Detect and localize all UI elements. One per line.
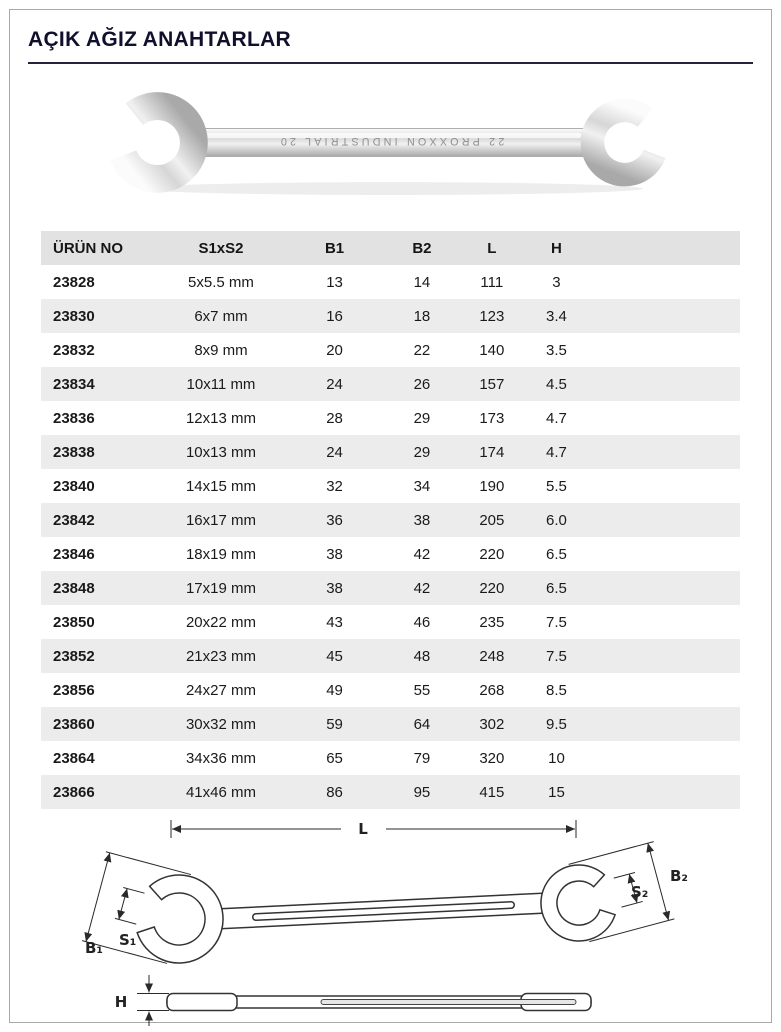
wrench-outline-left-jaw bbox=[137, 875, 223, 963]
table-cell: 12x13 mm bbox=[185, 409, 256, 427]
table-cell: 16x17 mm bbox=[185, 511, 256, 529]
table-cell: 16 bbox=[326, 307, 343, 325]
table-cell: 29 bbox=[413, 443, 431, 461]
table-row bbox=[41, 367, 740, 401]
table-cell: 20x22 mm bbox=[185, 613, 256, 631]
dim-length-L bbox=[171, 820, 576, 838]
table-row bbox=[41, 571, 740, 605]
table-cell: 28 bbox=[326, 409, 343, 427]
wrench-right-open-jaw bbox=[583, 101, 666, 184]
table-cell: 4.7 bbox=[546, 409, 567, 427]
table-row bbox=[41, 537, 740, 571]
table-cell: 3.5 bbox=[546, 341, 567, 359]
label-B1: B₁ bbox=[84, 939, 103, 957]
table-cell: 17x19 mm bbox=[185, 579, 256, 597]
table-cell bbox=[590, 707, 740, 741]
table-cell: 3 bbox=[552, 273, 561, 291]
table-cell: 22 bbox=[413, 341, 431, 359]
table-cell: 4.7 bbox=[546, 443, 567, 461]
table-cell bbox=[590, 333, 740, 367]
table-cell: 10x11 mm bbox=[186, 375, 256, 393]
table-cell bbox=[590, 673, 740, 707]
page-title: AÇIK AĞIZ ANAHTARLAR bbox=[28, 28, 292, 51]
table-cell bbox=[590, 537, 740, 571]
cell-product-no: 23834 bbox=[53, 375, 95, 393]
header-l: L bbox=[487, 239, 497, 257]
table-cell: 174 bbox=[479, 443, 505, 461]
side-view-left-head bbox=[167, 994, 237, 1011]
table-cell: 65 bbox=[326, 749, 343, 767]
cell-product-no: 23846 bbox=[53, 545, 95, 563]
cell-product-no: 23842 bbox=[53, 511, 95, 529]
cell-product-no: 23832 bbox=[53, 341, 95, 359]
table-cell: 15 bbox=[548, 783, 565, 801]
table-cell: 320 bbox=[479, 749, 505, 767]
table-header-row bbox=[41, 231, 740, 265]
table-cell: 6.5 bbox=[546, 579, 567, 597]
table-row bbox=[41, 775, 740, 809]
table-cell: 42 bbox=[413, 579, 431, 597]
table-cell: 10 bbox=[548, 749, 565, 767]
table-cell: 59 bbox=[326, 715, 343, 733]
table-cell bbox=[590, 639, 740, 673]
table-cell: 111 bbox=[480, 273, 504, 291]
table-cell bbox=[590, 469, 740, 503]
table-cell: 24 bbox=[326, 375, 343, 393]
table-cell: 18 bbox=[413, 307, 431, 325]
table-cell: 30x32 mm bbox=[185, 715, 256, 733]
table-cell: 415 bbox=[479, 783, 505, 801]
label-S1: S₁ bbox=[118, 931, 136, 949]
table-cell: 64 bbox=[413, 715, 431, 733]
cell-product-no: 23836 bbox=[53, 409, 95, 427]
cell-product-no: 23860 bbox=[53, 715, 95, 733]
wrench-left-open-jaw bbox=[106, 91, 208, 193]
table-cell: 18x19 mm bbox=[185, 545, 256, 563]
side-view-slot bbox=[321, 1000, 576, 1005]
header-s1xs2: S1xS2 bbox=[198, 239, 244, 257]
table-cell: 24x27 mm bbox=[185, 681, 256, 699]
table-cell: 49 bbox=[326, 681, 343, 699]
side-view bbox=[114, 975, 590, 1026]
table-row bbox=[41, 707, 740, 741]
table-cell: 268 bbox=[479, 681, 505, 699]
table-cell: 45 bbox=[326, 647, 343, 665]
table-cell: 13 bbox=[326, 273, 343, 291]
table-row bbox=[41, 435, 740, 469]
table-cell: 48 bbox=[413, 647, 431, 665]
cell-product-no: 23830 bbox=[53, 307, 95, 325]
cell-product-no: 23864 bbox=[53, 749, 95, 767]
table-cell: 6.5 bbox=[546, 545, 567, 563]
table-row bbox=[41, 741, 740, 775]
table-cell: 55 bbox=[413, 681, 431, 699]
table-cell: 8x9 mm bbox=[194, 341, 248, 359]
table-row bbox=[41, 265, 740, 299]
label-B2: B₂ bbox=[669, 867, 688, 885]
table-cell: 21x23 mm bbox=[185, 647, 256, 665]
table-cell: 79 bbox=[413, 749, 431, 767]
table-cell: 6x7 mm bbox=[194, 307, 248, 325]
cell-product-no: 23856 bbox=[53, 681, 95, 699]
table-cell: 86 bbox=[326, 783, 343, 801]
table-cell: 173 bbox=[479, 409, 505, 427]
dimension-diagram bbox=[71, 815, 711, 1027]
table-cell: 42 bbox=[413, 545, 431, 563]
dimension-diagram-area bbox=[28, 815, 753, 1027]
table-cell: 8.5 bbox=[546, 681, 567, 699]
table-cell: 46 bbox=[413, 613, 431, 631]
table-cell: 5.5 bbox=[546, 477, 567, 495]
table-cell: 5x5.5 mm bbox=[188, 273, 254, 291]
wrench-engraving: 22 PROXXON INDUSTRIAL 20 bbox=[277, 135, 504, 148]
table-cell: 34x36 mm bbox=[185, 749, 256, 767]
table-cell: 3.4 bbox=[546, 307, 567, 325]
table-cell: 32 bbox=[326, 477, 343, 495]
header-h: H bbox=[551, 239, 562, 257]
product-photo-area bbox=[28, 78, 753, 207]
table-cell: 220 bbox=[479, 579, 505, 597]
table-cell: 205 bbox=[479, 511, 505, 529]
table-row bbox=[41, 639, 740, 673]
table-cell: 235 bbox=[479, 613, 505, 631]
table-cell: 4.5 bbox=[546, 375, 567, 393]
table-cell: 9.5 bbox=[546, 715, 567, 733]
table-cell bbox=[590, 435, 740, 469]
table-cell: 26 bbox=[413, 375, 431, 393]
wrench-shadow bbox=[139, 182, 643, 195]
table-cell: 248 bbox=[479, 647, 505, 665]
header-urun-no: ÜRÜN NO bbox=[53, 239, 123, 257]
table-row bbox=[41, 401, 740, 435]
table-row bbox=[41, 605, 740, 639]
cell-product-no: 23852 bbox=[53, 647, 95, 665]
table-cell: 38 bbox=[326, 545, 343, 563]
table-cell bbox=[590, 367, 740, 401]
table-cell: 7.5 bbox=[546, 613, 567, 631]
header-b2: B2 bbox=[412, 239, 432, 257]
table-row bbox=[41, 469, 740, 503]
table-cell bbox=[590, 503, 740, 537]
table-row bbox=[41, 673, 740, 707]
table-row bbox=[41, 299, 740, 333]
table-cell: 38 bbox=[326, 579, 343, 597]
table-cell: 7.5 bbox=[546, 647, 567, 665]
table-cell: 302 bbox=[479, 715, 505, 733]
table-cell: 140 bbox=[479, 341, 505, 359]
table-cell: 6.0 bbox=[546, 511, 567, 529]
table-cell bbox=[590, 775, 740, 809]
cell-product-no: 23866 bbox=[53, 783, 95, 801]
cell-product-no: 23828 bbox=[53, 273, 95, 291]
cell-product-no: 23850 bbox=[53, 613, 95, 631]
wrench-outline-right-jaw bbox=[540, 865, 614, 941]
cell-product-no: 23838 bbox=[53, 443, 95, 461]
label-H: H bbox=[114, 993, 127, 1011]
wrench-photo bbox=[91, 78, 691, 207]
table-cell bbox=[590, 571, 740, 605]
table-cell bbox=[590, 741, 740, 775]
table-cell: 24 bbox=[326, 443, 343, 461]
table-cell: 190 bbox=[479, 477, 505, 495]
table-body bbox=[41, 265, 740, 809]
table-row bbox=[41, 503, 740, 537]
catalog-page bbox=[9, 9, 772, 1023]
table-cell: 36 bbox=[326, 511, 343, 529]
table-cell: 14x15 mm bbox=[185, 477, 256, 495]
label-S2: S₂ bbox=[630, 883, 648, 901]
table-cell bbox=[590, 299, 740, 333]
header-filler bbox=[590, 231, 740, 265]
table-cell: 95 bbox=[413, 783, 431, 801]
cell-product-no: 23840 bbox=[53, 477, 95, 495]
table-cell: 123 bbox=[479, 307, 505, 325]
table-cell: 38 bbox=[413, 511, 431, 529]
table-cell: 41x46 mm bbox=[185, 783, 256, 801]
page-header bbox=[28, 24, 753, 64]
table-cell: 10x13 mm bbox=[185, 443, 256, 461]
table-cell: 43 bbox=[326, 613, 343, 631]
table-row bbox=[41, 333, 740, 367]
table-cell bbox=[590, 605, 740, 639]
cell-product-no: 23848 bbox=[53, 579, 95, 597]
table-cell: 220 bbox=[479, 545, 505, 563]
label-L: L bbox=[357, 820, 368, 838]
table-cell bbox=[590, 265, 740, 299]
product-spec-table bbox=[41, 231, 740, 809]
table-cell bbox=[590, 401, 740, 435]
header-b1: B1 bbox=[324, 239, 345, 257]
table-cell: 29 bbox=[413, 409, 431, 427]
table-cell: 157 bbox=[479, 375, 505, 393]
table-cell: 20 bbox=[326, 341, 343, 359]
table-cell: 34 bbox=[413, 477, 431, 495]
table-cell: 14 bbox=[413, 273, 431, 291]
